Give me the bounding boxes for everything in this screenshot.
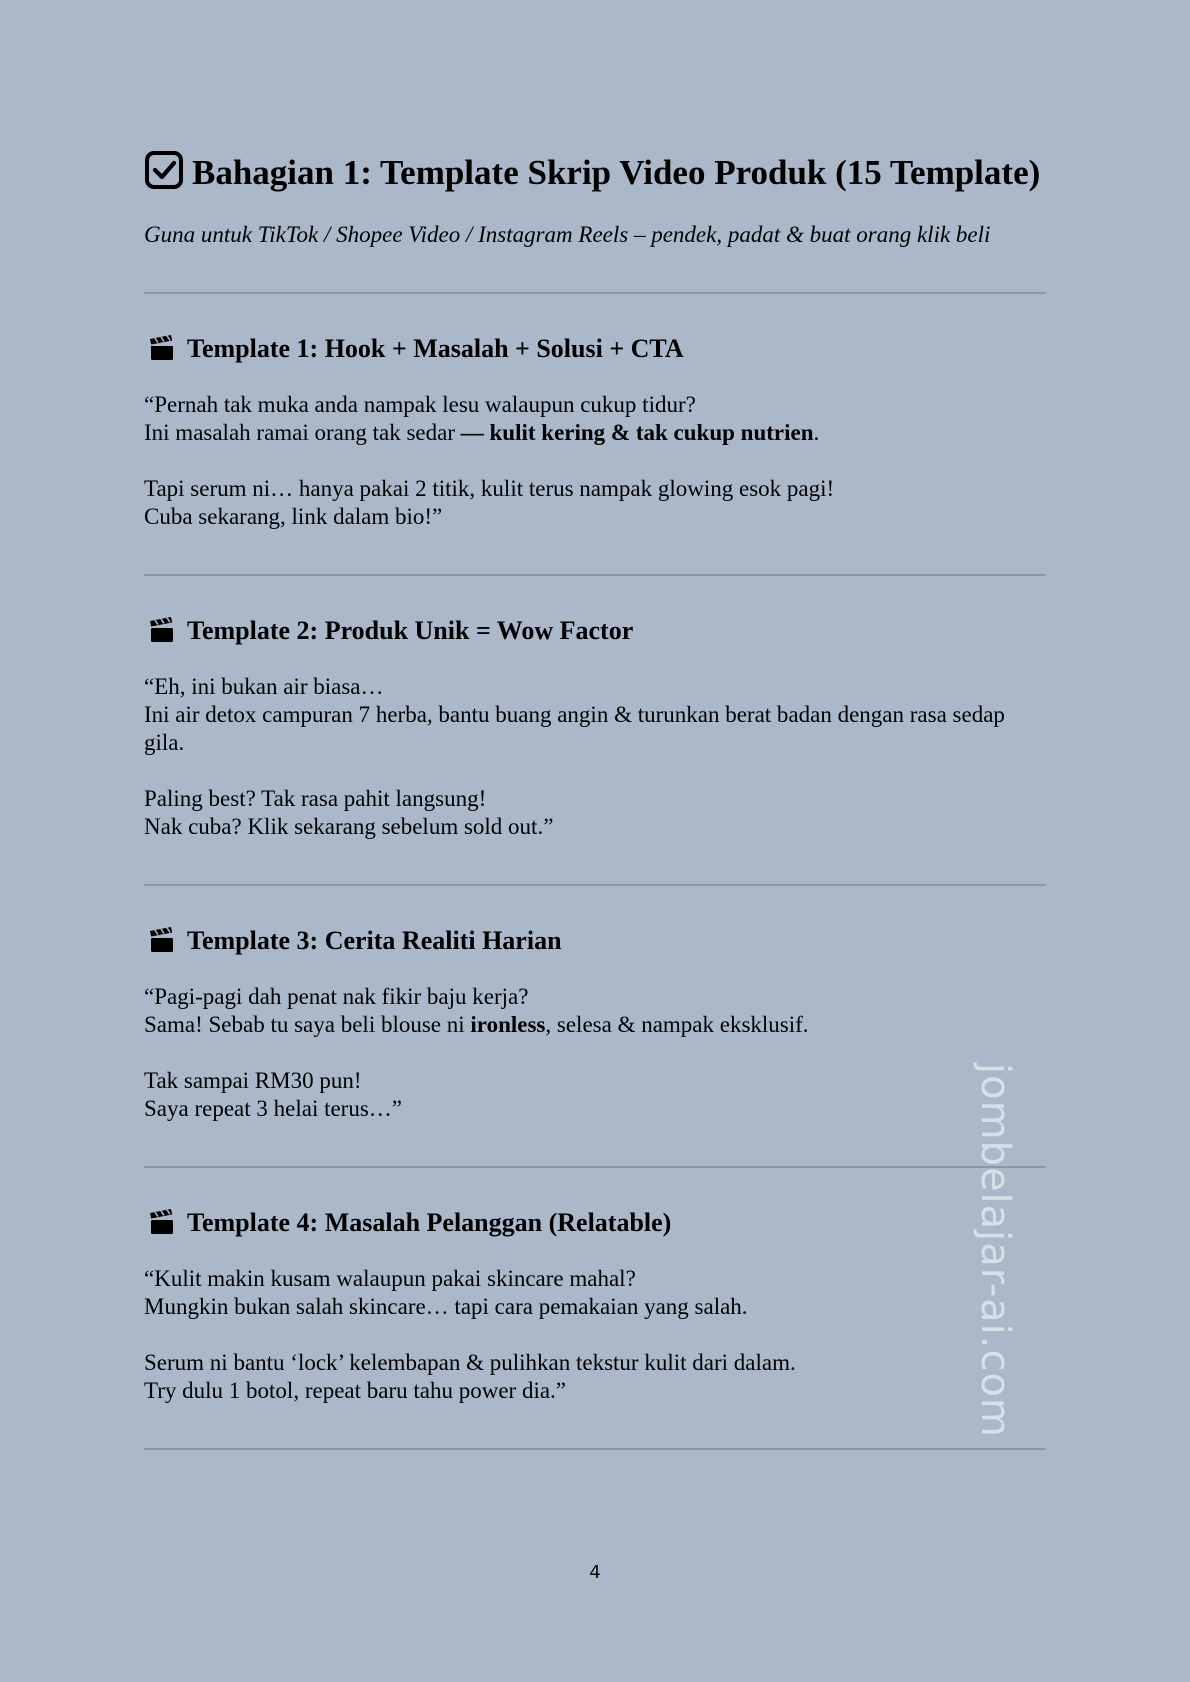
watermark: jombelajar-ai.com [972, 1063, 1018, 1438]
template-heading [144, 925, 1046, 957]
template-heading [144, 333, 1046, 365]
script-line: Nak cuba? Klik sekarang sebelum sold out.” [144, 814, 554, 839]
script-line: Mungkin bukan salah skincare… tapi cara pemakaian yang salah. [144, 1294, 748, 1319]
template-section-3 [144, 925, 1046, 1123]
script-paragraph [144, 673, 1046, 757]
page-number: 4 [589, 1562, 601, 1583]
script-line: Tapi serum ni… hanya pakai 2 titik, kulit terus nampak glowing esok pagi! [144, 476, 835, 501]
script-line: “Eh, ini bukan air biasa… [144, 674, 384, 699]
part-title [144, 150, 1046, 194]
script-line: Try dulu 1 botol, repeat baru tahu power dia.” [144, 1378, 566, 1403]
divider [144, 1166, 1046, 1168]
script-line: Ini air detox campuran 7 herba, bantu buang angin & turunkan berat badan dengan rasa sedap gila. [144, 702, 1005, 755]
template-heading-text: Template 3: Cerita Realiti Harian [187, 926, 562, 955]
script-line: “Pagi-pagi dah penat nak fikir baju kerja? [144, 984, 529, 1009]
script-paragraph [144, 1349, 1046, 1405]
template-heading-text: Template 1: Hook + Masalah + Solusi + CTA [187, 334, 684, 363]
script-line: Cuba sekarang, link dalam bio!” [144, 504, 443, 529]
page-content [144, 150, 1046, 1450]
clapperboard-icon [149, 335, 175, 361]
template-section-2 [144, 615, 1046, 841]
template-heading-text: Template 2: Produk Unik = Wow Factor [187, 616, 634, 645]
clapperboard-icon [149, 927, 175, 953]
divider [144, 884, 1046, 886]
clapperboard-icon [149, 1209, 175, 1235]
template-heading [144, 1207, 1046, 1239]
template-heading-text: Template 4: Masalah Pelanggan (Relatable) [187, 1208, 672, 1237]
divider [144, 574, 1046, 576]
script-emphasis: ironless [470, 1012, 546, 1037]
script-line: Paling best? Tak rasa pahit langsung! [144, 786, 487, 811]
script-paragraph [144, 983, 1046, 1039]
divider [144, 292, 1046, 294]
divider [144, 1448, 1046, 1450]
script-line: Saya repeat 3 helai terus…” [144, 1096, 402, 1121]
script-line: . [813, 420, 820, 445]
script-line: , selesa & nampak eksklusif. [545, 1012, 809, 1037]
part-title-text: Bahagian 1: Template Skrip Video Produk (15 Template) [192, 153, 1041, 192]
script-line: Serum ni bantu ‘lock’ kelembapan & pulihkan tekstur kulit dari dalam. [144, 1350, 796, 1375]
script-paragraph [144, 391, 1046, 447]
script-line: “Pernah tak muka anda nampak lesu walaupun cukup tidur? [144, 392, 696, 417]
template-heading [144, 615, 1046, 647]
script-line: Ini masalah ramai orang tak sedar [144, 420, 461, 445]
checkbox-checked-icon [144, 150, 184, 190]
script-line: Sama! Sebab tu saya beli blouse ni [144, 1012, 471, 1037]
script-emphasis: — kulit kering & tak cukup nutrien [460, 420, 814, 445]
template-section-1 [144, 333, 1046, 531]
script-line: Tak sampai RM30 pun! [144, 1068, 362, 1093]
script-paragraph [144, 785, 1046, 841]
subtitle: Guna untuk TikTok / Shopee Video / Instagram Reels – pendek, padat & buat orang klik beli [144, 222, 991, 247]
script-paragraph [144, 1067, 1046, 1123]
template-section-4 [144, 1207, 1046, 1405]
script-paragraph [144, 475, 1046, 531]
clapperboard-icon [149, 617, 175, 643]
script-line: “Kulit makin kusam walaupun pakai skincare mahal? [144, 1266, 636, 1291]
script-paragraph [144, 1265, 1046, 1321]
